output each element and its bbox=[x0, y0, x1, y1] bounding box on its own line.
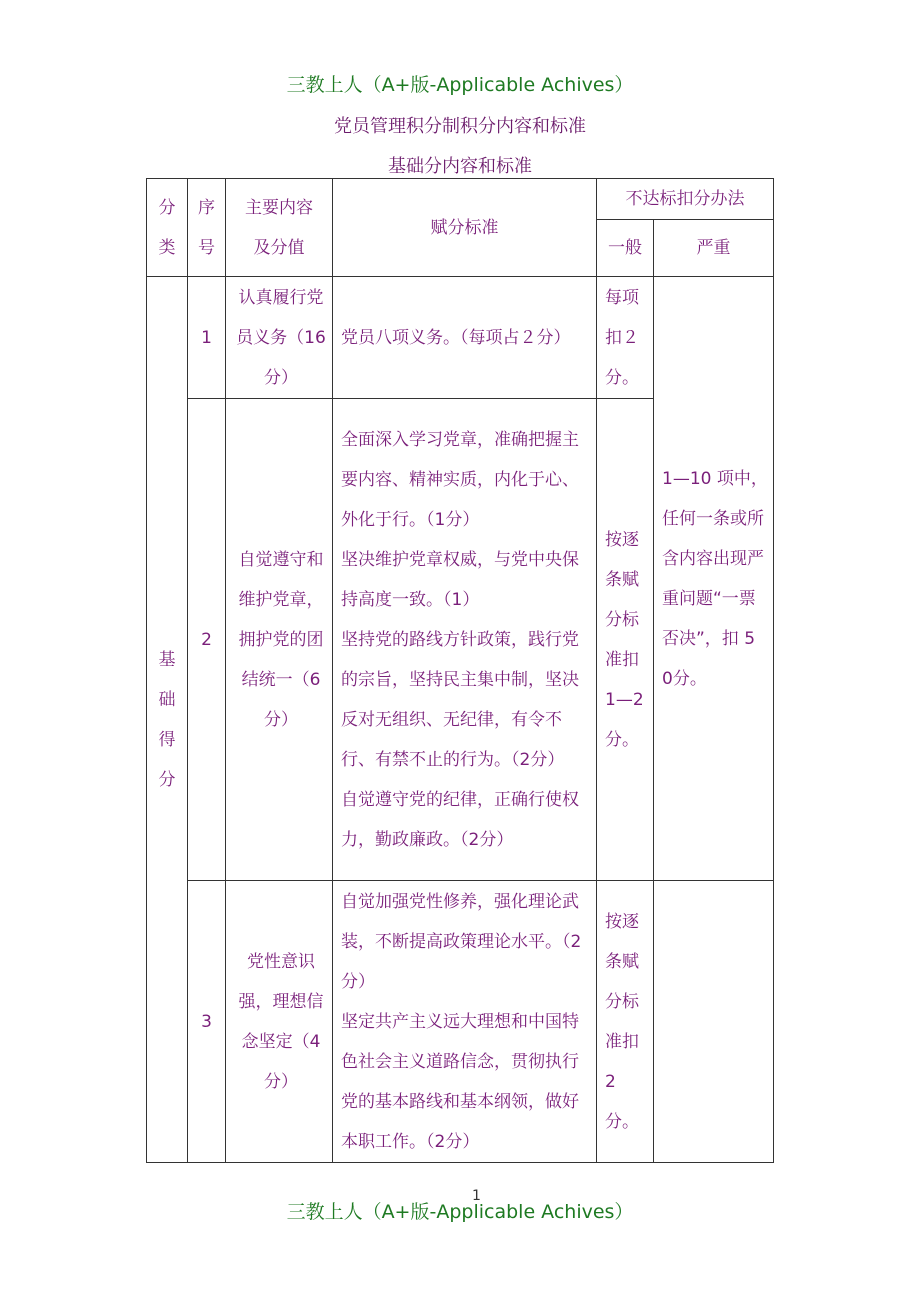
header-severe: 严重 bbox=[654, 220, 774, 277]
table-row bbox=[147, 277, 774, 399]
row-content: 党性意识强，理想信念坚定（4分） bbox=[226, 881, 333, 1163]
severe-empty-cell bbox=[654, 881, 774, 1163]
row-general-penalty: 按逐条赋分标准扣2分。 bbox=[597, 881, 654, 1163]
header-penalty: 不达标扣分办法 bbox=[597, 179, 774, 220]
severe-penalty-cell: 1—10 项中，任何一条或所含内容出现严重问题“一票否决”，扣 5 0分。 bbox=[654, 277, 774, 881]
row-standards bbox=[333, 277, 597, 399]
header-brand: 三教上人（A+版-Applicable Achives） bbox=[286, 74, 634, 96]
standard-item: 坚决维护党章权威，与党中央保持高度一致。（1） bbox=[341, 549, 579, 610]
page-number: 1 bbox=[472, 1188, 481, 1204]
header-content-line2: 及分值 bbox=[253, 237, 305, 258]
standard-item: 党员八项义务。（每项占２分） bbox=[341, 327, 571, 348]
row-general-penalty: 按逐条赋分标准扣1—2分。 bbox=[597, 399, 654, 881]
standard-item: 自觉遵守党的纪律，正确行使权力，勤政廉政。（2分） bbox=[341, 789, 579, 850]
header-general: 一般 bbox=[597, 220, 654, 277]
table-header-row bbox=[147, 179, 774, 220]
row-content: 认真履行党员义务（16分） bbox=[226, 277, 333, 399]
standard-item: 自觉加强党性修养，强化理论武装，不断提高政策理论水平。（2分） bbox=[341, 891, 582, 992]
standard-item: 坚定共产主义远大理想和中国特色社会主义道路信念，贯彻执行党的基本路线和基本纲领，做好本职工作。（2分） bbox=[341, 1011, 579, 1152]
standard-item: 全面深入学习党章，准确把握主要内容、精神实质，内化于心、外化于行。（1分） bbox=[341, 429, 579, 530]
document-subtitle: 基础分内容和标准 bbox=[388, 156, 532, 177]
standard-item: 坚持党的路线方针政策，践行党的宗旨，坚持民主集中制，坚决反对无组织、无纪律，有令不行、有禁不止的行为。（2分） bbox=[341, 629, 579, 770]
score-table bbox=[146, 178, 774, 1163]
header-content bbox=[226, 179, 333, 277]
row-seq: 1 bbox=[188, 277, 226, 399]
row-standards bbox=[333, 881, 597, 1163]
header-seq: 序号 bbox=[188, 179, 226, 277]
header-standard: 赋分标准 bbox=[333, 179, 597, 277]
header-content-line1: 主要内容 bbox=[245, 197, 313, 218]
header-category: 分类 bbox=[147, 179, 188, 277]
footer-brand: 三教上人（A+版-Applicable Achives） bbox=[286, 1201, 634, 1223]
row-general-penalty: 每项扣２分。 bbox=[597, 277, 654, 399]
row-seq: 3 bbox=[188, 881, 226, 1163]
table-row bbox=[147, 881, 774, 1163]
row-standards bbox=[333, 399, 597, 881]
row-seq: 2 bbox=[188, 399, 226, 881]
row-content: 自觉遵守和维护党章，拥护党的团结统一（6分） bbox=[226, 399, 333, 881]
document-title: 党员管理积分制积分内容和标准 bbox=[334, 116, 586, 137]
category-cell: 基础得分 bbox=[147, 277, 188, 1163]
